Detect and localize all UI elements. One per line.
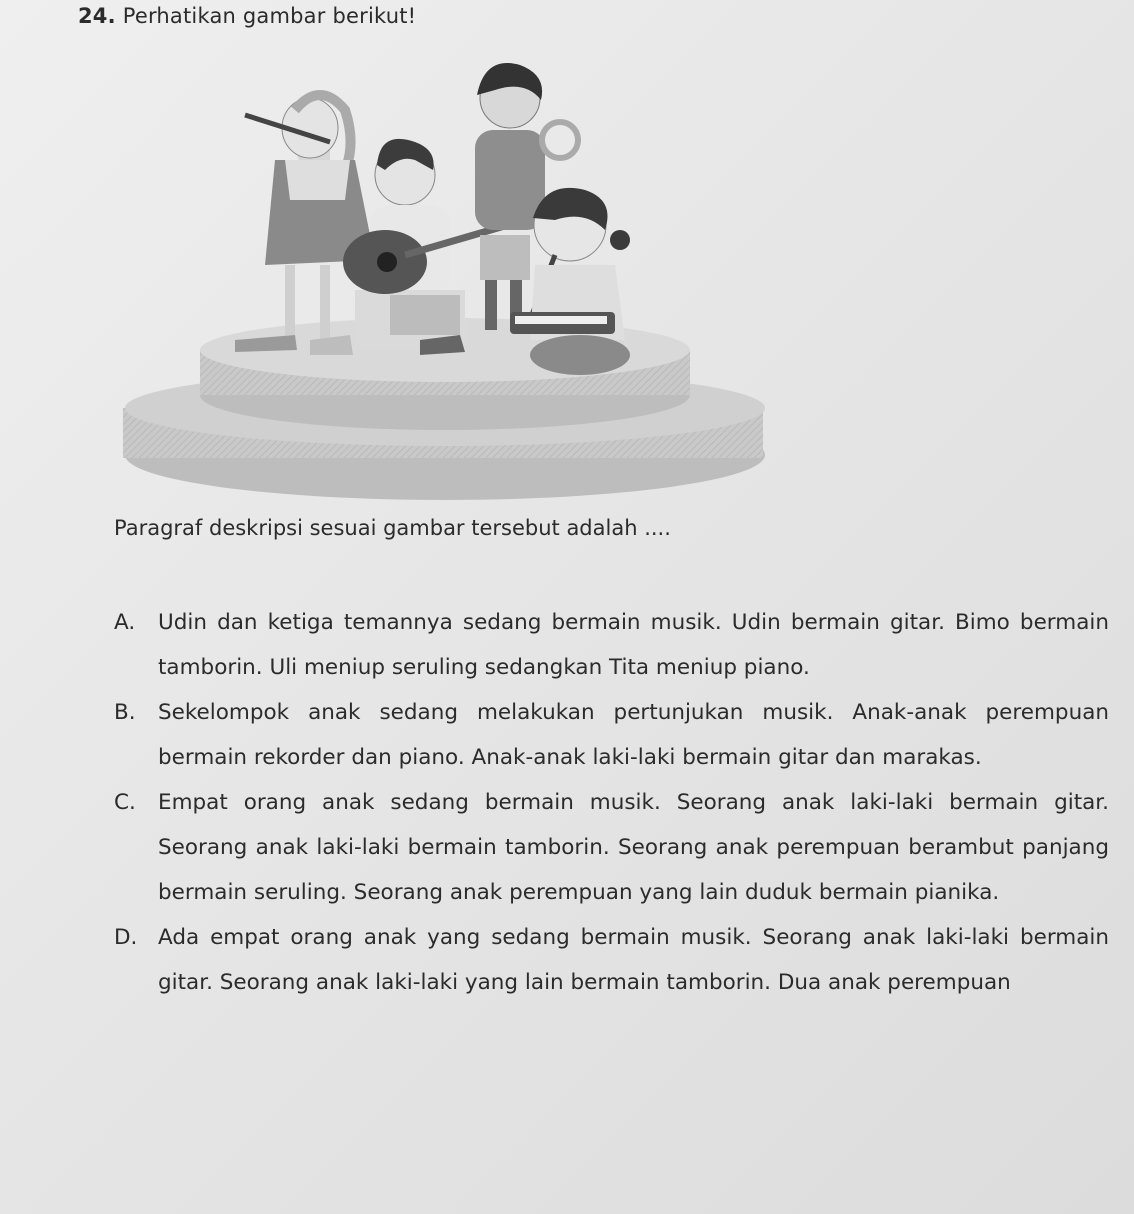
- option-text: Sekelompok anak sedang melakukan pertunjukan musik. Anak-anak perempuan bermain rekorder dan piano. Anak-anak laki-laki bermain gitar dan marakas.: [158, 700, 1109, 770]
- option-c[interactable]: [114, 780, 1109, 915]
- answer-options: [114, 600, 1109, 1005]
- question-header: [78, 4, 416, 28]
- option-letter: A.: [114, 610, 136, 635]
- option-letter: C.: [114, 790, 136, 815]
- question-number: 24.: [78, 4, 116, 28]
- question-prompt: Paragraf deskripsi sesuai gambar tersebut adalah ....: [114, 516, 671, 540]
- option-letter: B.: [114, 700, 136, 725]
- music-children-illustration: [115, 50, 775, 505]
- option-text: Udin dan ketiga temannya sedang bermain musik. Udin bermain gitar. Bimo bermain tamborin. Uli meniup seruling sedangkan Tita meniup piano.: [158, 610, 1109, 680]
- option-b[interactable]: [114, 690, 1109, 780]
- option-text: Ada empat orang anak yang sedang bermain musik. Seorang anak laki-laki bermain gitar. Seorang anak laki-laki yang lain bermain tamborin. Dua anak perempuan: [158, 925, 1109, 995]
- option-letter: D.: [114, 925, 138, 950]
- option-a[interactable]: [114, 600, 1109, 690]
- option-d[interactable]: [114, 915, 1109, 1005]
- question-title: Perhatikan gambar berikut!: [122, 4, 417, 28]
- flute-girl-icon: [235, 95, 375, 355]
- option-text: Empat orang anak sedang bermain musik. Seorang anak laki-laki bermain gitar. Seorang anak laki-laki bermain tamborin. Seorang anak perempuan berambut panjang bermain seruling. Seorang anak perempuan yang lain duduk bermain pianika.: [158, 790, 1109, 905]
